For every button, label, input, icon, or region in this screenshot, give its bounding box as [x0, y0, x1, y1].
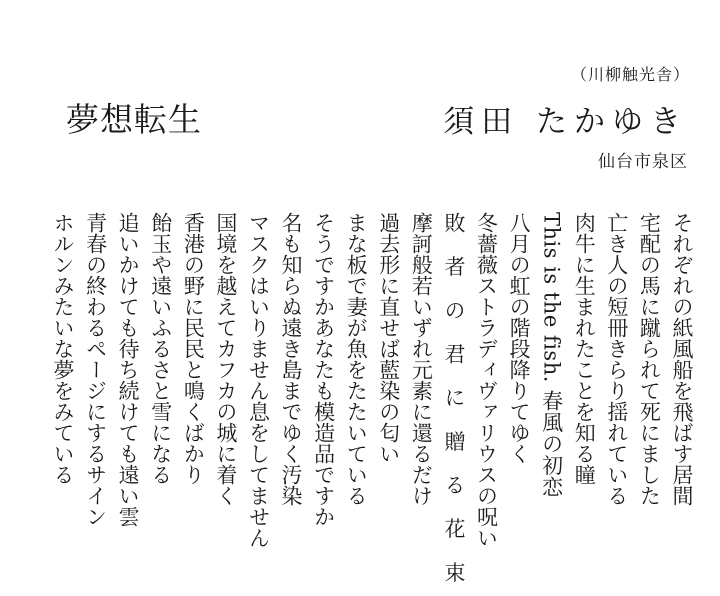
verse-columns [51, 212, 694, 591]
verse-line: 八月の虹の階段降りてゆく [507, 212, 532, 464]
verse-line: 肉牛に生まれたことを知る瞳 [572, 212, 597, 485]
verse-line: This is the fish. 春風の初恋 [539, 212, 564, 498]
author-location: 仙台市泉区 [598, 152, 688, 172]
verse-line: 敗 者 の 君 に 贈 る 花 束 [441, 212, 466, 591]
verse-line: それぞれの紙風船を飛ばす居間 [669, 212, 694, 506]
verse-line: 名も知らぬ遠き島までゆく汚染 [279, 212, 304, 506]
verse-line: 冬薔薇ストラディヴァリウスの呪い [474, 212, 499, 548]
author-name: 須田 たかゆき [443, 104, 688, 140]
verse-line: 摩訶般若いずれ元素に還るだけ [409, 212, 434, 506]
verse-line: マスクはいりません息をしてません [246, 212, 271, 548]
verse-line: 飴玉や遠いふるさと雪になる [148, 212, 173, 485]
verse-line: 追いかけても待ち続けても遠い雲 [116, 212, 141, 527]
verse-line: 過去形に直せば藍染の匂い [376, 212, 401, 464]
verse-line: 国境を越えてカフカの城に着く [213, 212, 238, 506]
verse-line: 青春の終わるページにするサイン [83, 212, 108, 527]
verse-line: ホルンみたいな夢をみている [51, 212, 75, 485]
verse-line: 亡き人の短冊きらり揺れている [604, 212, 629, 506]
verse-line: 香港の野に民民と鳴くばかり [181, 212, 206, 485]
verse-line: まな板で妻が魚をたたいている [344, 212, 369, 506]
page-title: 夢想転生 [66, 100, 202, 139]
publisher-label: （川柳触光舎） [570, 65, 690, 84]
verse-line: そうですかあなたも模造品ですか [311, 212, 336, 527]
verse-line: 宅配の馬に蹴られて死にました [637, 212, 662, 506]
